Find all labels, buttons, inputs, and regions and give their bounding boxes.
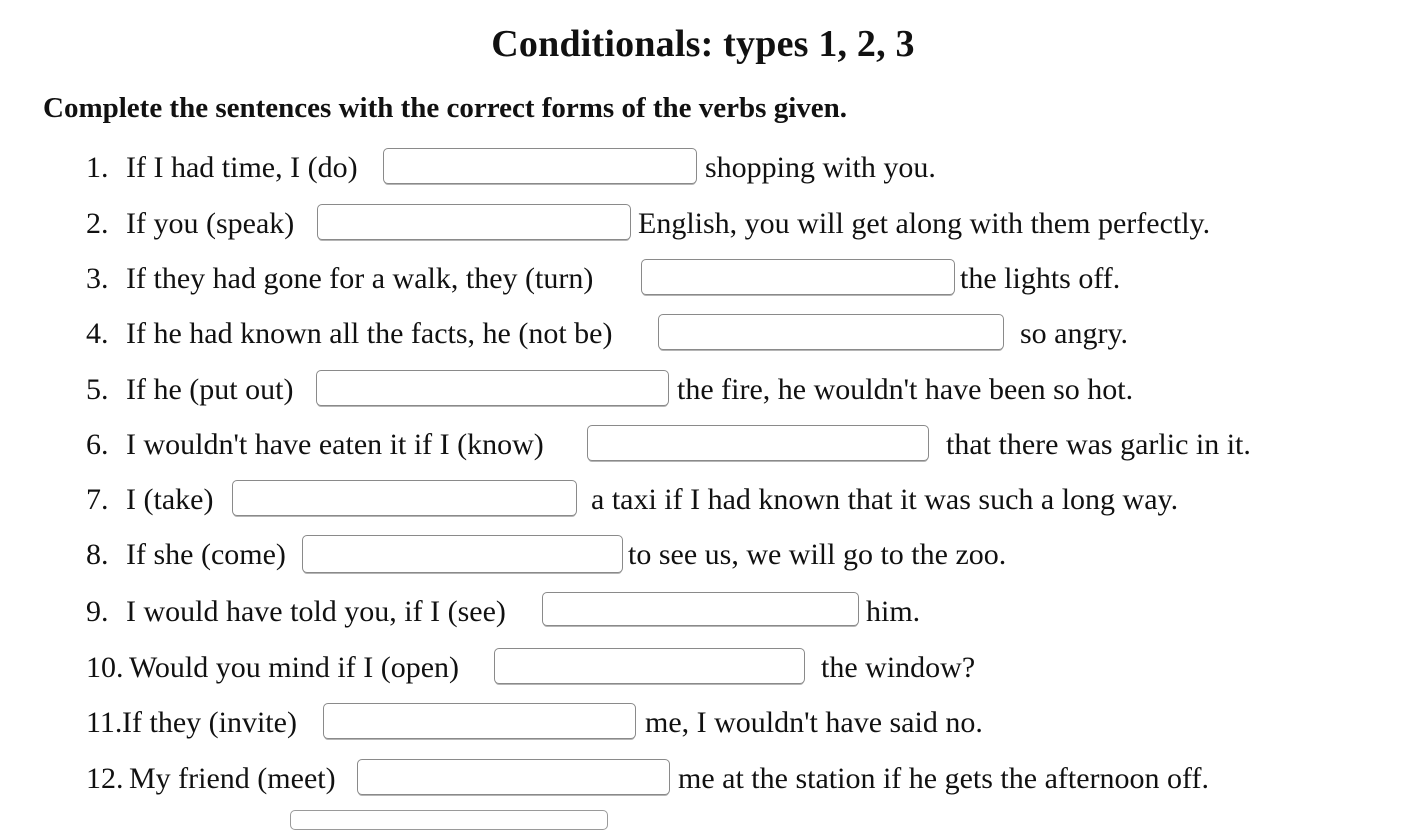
sentence-after: to see us, we will go to the zoo. [628,538,1007,571]
sentence-after: the lights off. [960,262,1121,295]
item-number: 4. [86,317,109,350]
sentence-after: him. [866,595,921,628]
sentence-before: I would have told you, if I (see) [126,595,506,628]
sentence-after: me at the station if he gets the afternoon off. [678,762,1209,795]
sentence-before: I wouldn't have eaten it if I (know) [126,428,544,461]
answer-input-1[interactable] [383,148,697,184]
sentence-after: a taxi if I had known that it was such a long way. [591,483,1179,516]
answer-input-7[interactable] [232,480,577,516]
sentence-after: the window? [821,651,976,684]
sentence-before: If you (speak) [126,207,295,240]
answer-input-13-partial[interactable] [290,810,608,830]
item-number: 10. [86,651,124,684]
item-number: 3. [86,262,109,295]
item-number: 8. [86,538,109,571]
item-number: 11. [86,706,123,739]
sentence-before: If I had time, I (do) [126,151,358,184]
answer-input-12[interactable] [357,759,670,795]
sentence-after: that there was garlic in it. [946,428,1251,461]
sentence-before: I (take) [126,483,214,516]
answer-input-11[interactable] [323,703,636,739]
sentence-after: me, I wouldn't have said no. [645,706,983,739]
page-title: Conditionals: types 1, 2, 3 [491,23,915,65]
sentence-before: If they (invite) [122,706,297,739]
sentence-before: Would you mind if I (open) [129,651,460,684]
instructions: Complete the sentences with the correct forms of the verbs given. [43,92,847,124]
sentence-after: shopping with you. [705,151,936,184]
item-number: 5. [86,373,109,406]
answer-input-10[interactable] [494,648,805,684]
answer-input-5[interactable] [316,370,669,406]
item-number: 1. [86,151,109,184]
item-number: 2. [86,207,109,240]
sentence-before: If they had gone for a walk, they (turn) [126,262,594,295]
sentence-after: the fire, he wouldn't have been so hot. [677,373,1134,406]
answer-input-9[interactable] [542,592,859,626]
sentence-before: If she (come) [126,538,286,571]
answer-input-8[interactable] [302,535,623,573]
item-number: 7. [86,483,109,516]
item-number: 9. [86,595,109,628]
answer-input-4[interactable] [658,314,1004,350]
sentence-after: English, you will get along with them perfectly. [638,207,1211,240]
sentence-before: If he had known all the facts, he (not be) [126,317,613,350]
answer-input-6[interactable] [587,425,929,461]
sentence-before: If he (put out) [126,373,294,406]
item-number: 6. [86,428,109,461]
sentence-after: so angry. [1020,317,1129,350]
answer-input-3[interactable] [641,259,955,295]
sentence-before: My friend (meet) [129,762,336,795]
answer-input-2[interactable] [317,204,631,240]
item-number: 12. [86,762,124,795]
